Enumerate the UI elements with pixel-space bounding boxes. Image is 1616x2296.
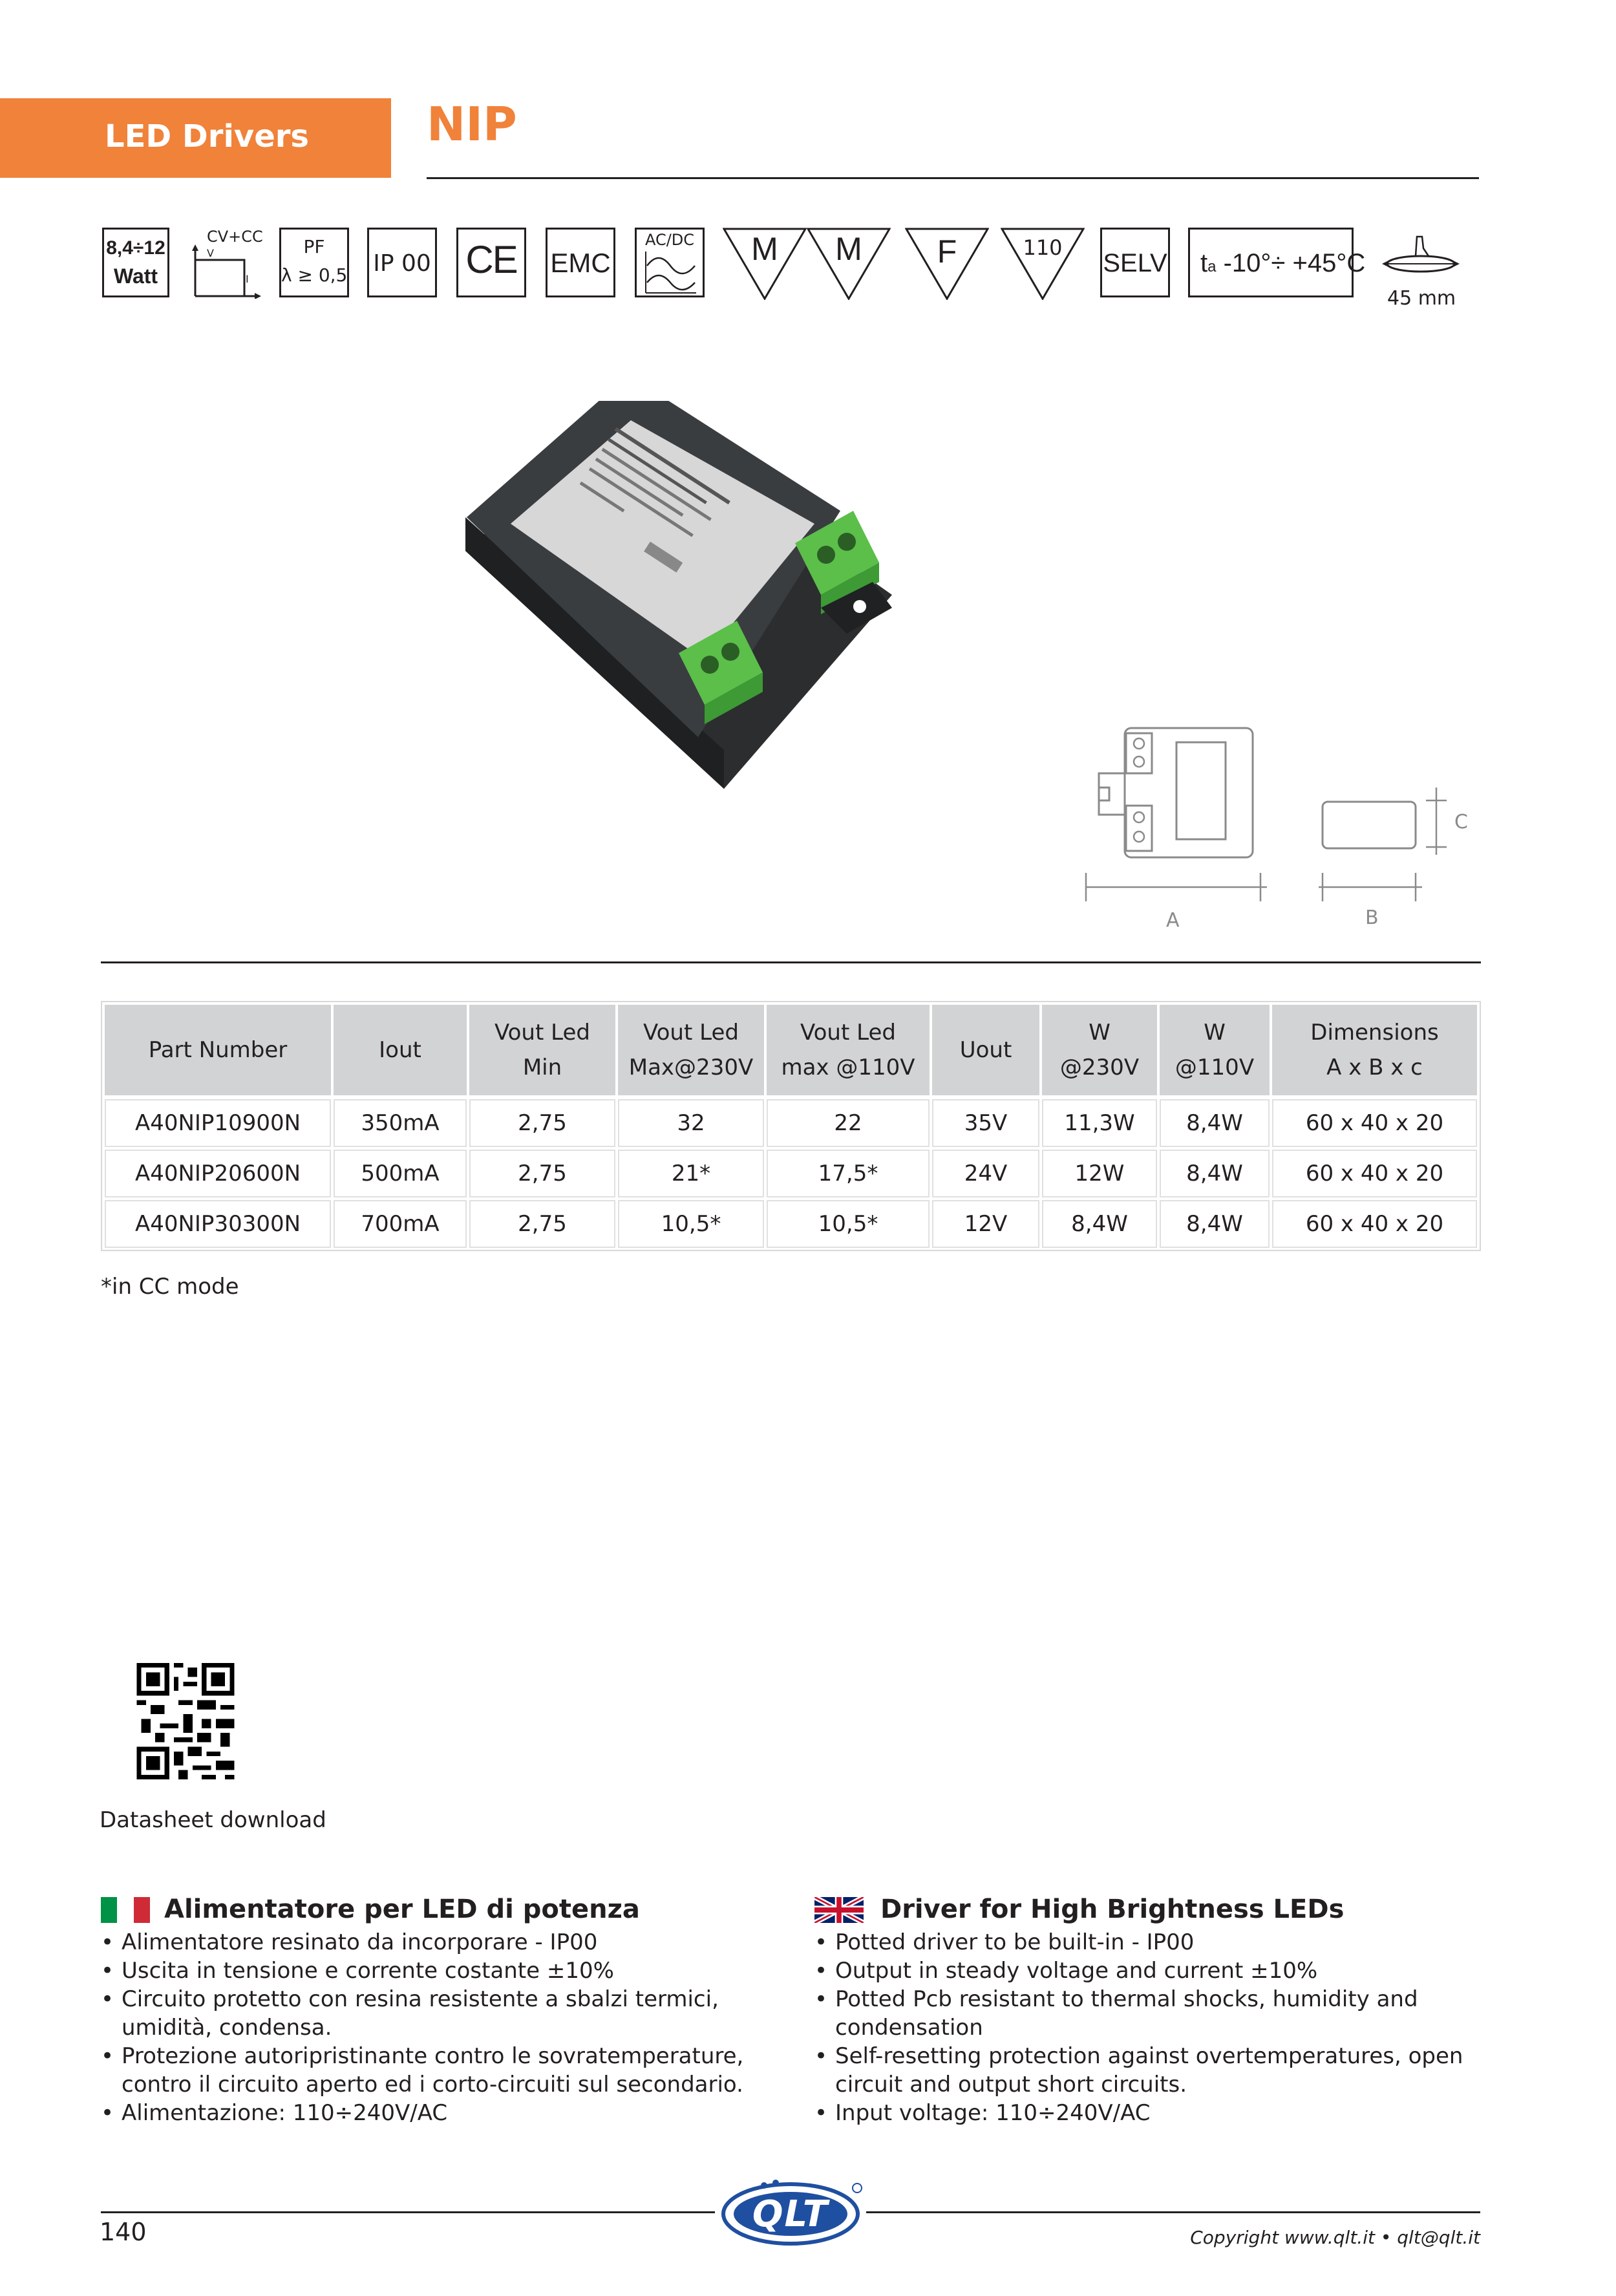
ce-mark-badge xyxy=(456,228,526,297)
footer-rule-left xyxy=(101,2211,715,2213)
cv-axis-v: V xyxy=(207,247,214,259)
watt-unit: Watt xyxy=(113,264,158,288)
cell-vout-min: 2,75 xyxy=(469,1200,615,1248)
list-item: • Protezione autoripristinante contro le sovratemperature, contro il circuito aperto ed i corto-circuiti sul secondario. xyxy=(101,2042,773,2099)
cell-vout-max230: 32 xyxy=(618,1099,764,1147)
col-header-w230: W @230V xyxy=(1042,1005,1157,1095)
wattage-badge xyxy=(102,228,169,297)
ta-sub: a xyxy=(1207,258,1217,275)
cell-w230: 11,3W xyxy=(1042,1099,1157,1147)
cell-w110: 8,4W xyxy=(1160,1150,1270,1197)
pf-value: λ ≥ 0,5 xyxy=(281,264,348,286)
temperature-range-badge xyxy=(1188,228,1366,297)
cell-vout-min: 2,75 xyxy=(469,1099,615,1147)
list-item: • Circuito protetto con resina resistente a sbalzi termici, umidità, condensa. xyxy=(101,1985,773,2042)
product-title: NIP xyxy=(427,97,517,151)
list-item: • Uscita in tensione e corrente costante ±10% xyxy=(101,1957,773,1985)
col-header-uout: Uout xyxy=(932,1005,1039,1095)
footer-copyright: Copyright www.qlt.it • qlt@qlt.it xyxy=(1190,2227,1480,2248)
cell-dimensions: 60 x 40 x 20 xyxy=(1272,1150,1477,1197)
page-number: 140 xyxy=(100,2218,147,2246)
cell-part-number: A40NIP30300N xyxy=(105,1200,331,1248)
cell-w110: 8,4W xyxy=(1160,1200,1270,1248)
dim-label-c: C xyxy=(1454,811,1468,833)
cv-cc-badge xyxy=(191,228,261,299)
section-title: LED Drivers xyxy=(105,118,309,155)
cell-iout: 350mA xyxy=(334,1099,467,1147)
italy-flag-icon xyxy=(101,1897,150,1923)
cell-vout-max230: 10,5* xyxy=(618,1200,764,1248)
cell-part-number: A40NIP20600N xyxy=(105,1150,331,1197)
italian-bullet-list xyxy=(101,1928,773,2127)
qlt-logo xyxy=(718,2179,864,2249)
cv-cc-label: CV+CC xyxy=(207,228,263,246)
dim-label-b: B xyxy=(1365,907,1379,929)
italian-title: Alimentatore per LED di potenza xyxy=(164,1894,640,1924)
emc-badge xyxy=(546,228,615,297)
cell-w230: 12W xyxy=(1042,1150,1157,1197)
cell-vout-max110: 17,5* xyxy=(767,1150,930,1197)
cell-dimensions: 60 x 40 x 20 xyxy=(1272,1099,1477,1147)
list-item: • Potted Pcb resistant to thermal shocks, humidity and condensation xyxy=(814,1985,1487,2042)
col-header-vout-max230: Vout Led Max@230V xyxy=(618,1005,764,1095)
uk-flag-icon xyxy=(814,1897,864,1923)
cv-axis-i: I xyxy=(246,273,249,285)
list-item: • Self-resetting protection against overtemperatures, open circuit and output short circuits. xyxy=(814,2042,1487,2099)
mark-f-triangle xyxy=(905,228,989,300)
footer-rule-right xyxy=(866,2211,1480,2213)
table-footnote: *in CC mode xyxy=(101,1274,239,1300)
cell-iout: 700mA xyxy=(334,1200,467,1248)
header-divider xyxy=(427,177,1479,179)
qr-code-icon[interactable] xyxy=(136,1663,235,1779)
ac-dc-badge xyxy=(635,228,705,297)
col-header-w110: W @110V xyxy=(1160,1005,1270,1095)
mark-f: F xyxy=(937,233,957,270)
list-item: • Potted driver to be built-in - IP00 xyxy=(814,1928,1487,1957)
hole-size: 45 mm xyxy=(1387,287,1456,310)
ip-rating-badge xyxy=(367,228,437,297)
qr-caption: Datasheet download xyxy=(100,1807,326,1833)
cell-vout-min: 2,75 xyxy=(469,1150,615,1197)
cv-cc-graph-icon xyxy=(191,244,261,299)
italian-description xyxy=(101,1894,773,2126)
selv-label: SELV xyxy=(1103,249,1167,277)
cell-iout: 500mA xyxy=(334,1150,467,1197)
selv-badge xyxy=(1100,228,1170,297)
col-header-iout: Iout xyxy=(334,1005,467,1095)
ta-prefix: t xyxy=(1200,249,1208,277)
list-item: • Alimentatore resinato da incorporare - IP00 xyxy=(101,1928,773,1957)
mark-m1: M xyxy=(751,231,778,267)
cell-vout-max230: 21* xyxy=(618,1150,764,1197)
emc-label: EMC xyxy=(550,248,611,278)
english-title: Driver for High Brightness LEDs xyxy=(880,1894,1345,1924)
cell-dimensions: 60 x 40 x 20 xyxy=(1272,1200,1477,1248)
logo-text: QLT xyxy=(752,2193,829,2235)
product-photo xyxy=(452,401,905,802)
dimension-drawing xyxy=(1073,723,1474,936)
cell-w110: 8,4W xyxy=(1160,1099,1270,1147)
spec-table xyxy=(101,1001,1481,1251)
pf-label: PF xyxy=(303,236,325,257)
cell-vout-max110: 22 xyxy=(767,1099,930,1147)
list-item: • Alimentazione: 110÷240V/AC xyxy=(101,2099,773,2127)
cell-uout: 12V xyxy=(932,1200,1039,1248)
watt-range: 8,4÷12 xyxy=(106,237,165,259)
mark-110: 110 xyxy=(1023,235,1063,260)
cell-w230: 8,4W xyxy=(1042,1200,1157,1248)
mark-m1-triangle xyxy=(723,228,807,300)
col-header-dimensions: Dimensions A x B x c xyxy=(1272,1005,1477,1095)
ac-dc-label: AC/DC xyxy=(644,231,695,249)
mark-m2: M xyxy=(835,231,862,267)
cell-part-number: A40NIP10900N xyxy=(105,1099,331,1147)
cell-uout: 24V xyxy=(932,1150,1039,1197)
hole-size-badge xyxy=(1377,233,1467,310)
table-divider xyxy=(101,961,1481,963)
power-factor-badge xyxy=(279,228,349,297)
mark-110-triangle xyxy=(1001,228,1085,300)
list-item: • Output in steady voltage and current ±10% xyxy=(814,1957,1487,1985)
english-bullet-list xyxy=(814,1928,1487,2127)
cell-uout: 35V xyxy=(932,1099,1039,1147)
ta-range: -10°÷ +45°C xyxy=(1223,249,1366,277)
english-description xyxy=(814,1894,1487,2126)
ip-rating: IP 00 xyxy=(373,250,431,277)
recessed-hole-icon xyxy=(1382,233,1460,278)
mark-m2-triangle xyxy=(807,228,891,300)
dim-label-a: A xyxy=(1166,909,1180,932)
ce-mark: CE xyxy=(465,238,517,281)
col-header-vout-max110: Vout Led max @110V xyxy=(767,1005,930,1095)
ac-dc-wave-icon xyxy=(643,250,697,295)
col-header-vout-min: Vout Led Min xyxy=(469,1005,615,1095)
cell-vout-max110: 10,5* xyxy=(767,1200,930,1248)
col-header-part-number: Part Number xyxy=(105,1005,331,1095)
list-item: • Input voltage: 110÷240V/AC xyxy=(814,2099,1487,2127)
